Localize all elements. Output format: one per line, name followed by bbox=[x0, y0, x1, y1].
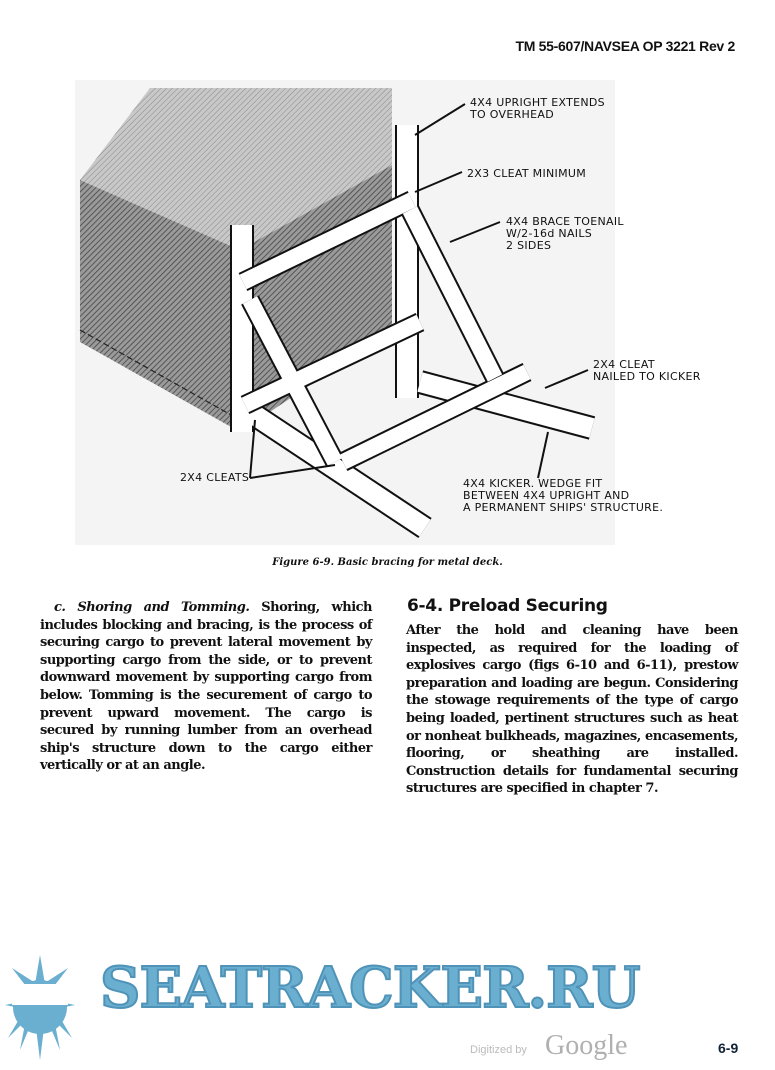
digitized-by: Digitized by bbox=[470, 1044, 527, 1056]
watermark: SEATRACKER.RU bbox=[100, 955, 640, 1021]
page-number: 6-9 bbox=[718, 1040, 739, 1056]
label-cleats: 2X4 CLEATS bbox=[180, 471, 250, 484]
left-column bbox=[40, 599, 372, 775]
document-header: TM 55-607/NAVSEA OP 3221 Rev 2 bbox=[515, 38, 735, 54]
google-watermark: Google bbox=[545, 1030, 628, 1061]
paragraph-text: Shoring, which includes blocking and bracing, is the process of securing cargo to prevent lateral movement by supporting cargo from the side, or to prevent downward movement by supporting cargo from below. Tomming is the securement of cargo to prevent upward movement. The cargo is secured by running lumber from an overhead ship's structure down to the cargo either vertically or at an angle. bbox=[40, 600, 373, 774]
section-heading: 6-4. Preload Securing bbox=[407, 596, 608, 616]
right-column bbox=[406, 622, 738, 798]
label-upright: 4X4 UPRIGHT EXTENDS TO OVERHEAD bbox=[470, 96, 605, 121]
figure-caption: Figure 6-9. Basic bracing for metal deck. bbox=[272, 557, 503, 568]
paragraph-lead: c. Shoring and Tomming. bbox=[54, 600, 250, 615]
paragraph-text: After the hold and cleaning have been inspected, as required for the loading of explosives cargo (figs 6-10 and 6-11), prestow preparation and loading are begun. Considering the stowage requirements of the type of cargo being loaded, pertinent structures such as heat or nonheat bulkheads, magazines, encasements, flooring, or sheathing are installed. Construction details for fundamental securing structures are specified in chapter 7. bbox=[406, 623, 738, 797]
sun-logo-icon bbox=[0, 950, 80, 1065]
label-cleat-minimum: 2X3 CLEAT MINIMUM bbox=[467, 167, 587, 180]
label-kicker: 4X4 KICKER. WEDGE FIT BETWEEN 4X4 UPRIGHT AND A PERMANENT SHIPS' STRUCTURE. bbox=[463, 477, 664, 514]
label-brace: 4X4 BRACE TOENAIL W/2-16d NAILS 2 SIDES bbox=[506, 215, 624, 252]
label-cleat-kicker: 2X4 CLEAT NAILED TO KICKER bbox=[593, 358, 701, 383]
